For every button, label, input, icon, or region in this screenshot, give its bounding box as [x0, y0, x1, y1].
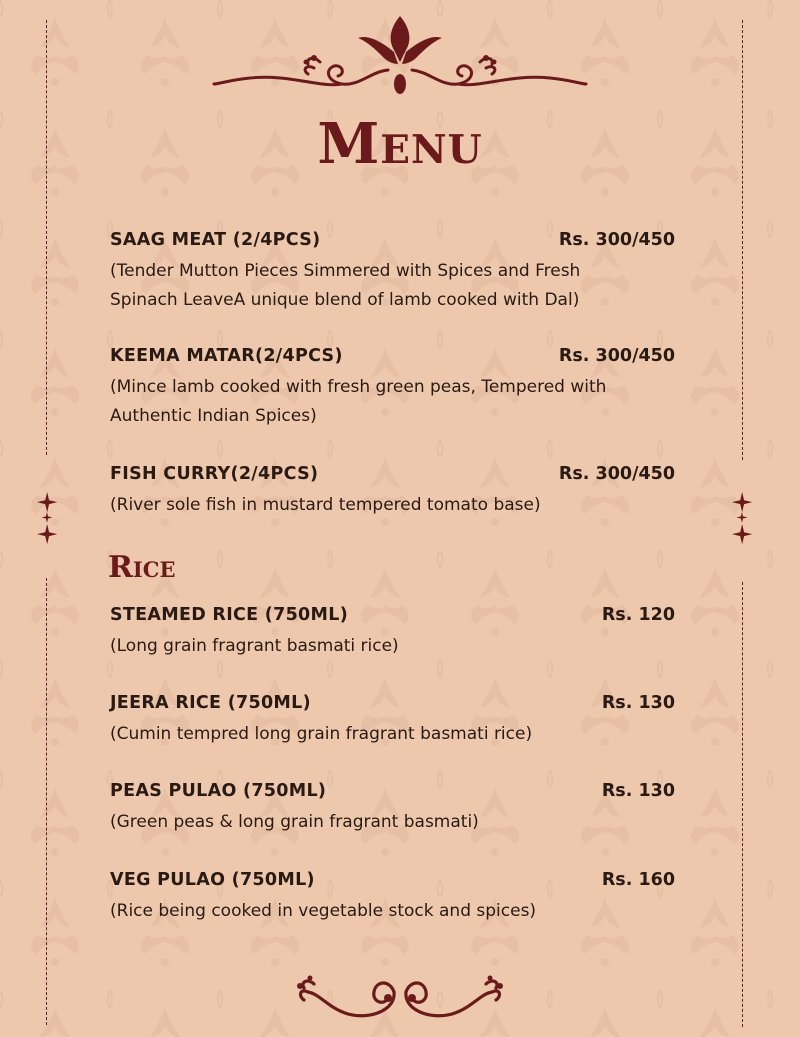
item-name: STEAMED RICE (750ML)	[110, 605, 348, 625]
right-border-top	[742, 20, 743, 460]
right-star-cluster-icon	[729, 490, 755, 546]
item-name: FISH CURRY(2/4PCS)	[110, 464, 319, 484]
item-name: SAAG MEAT (2/4PCS)	[110, 230, 321, 250]
item-description: (Long grain fragrant basmati rice)	[110, 636, 399, 656]
item-description: (Cumin tempred long grain fragrant basmati rice)	[110, 724, 533, 744]
menu-item-jeera-rice	[110, 691, 675, 749]
right-border-bottom	[742, 582, 743, 1027]
item-price: Rs. 130	[601, 693, 675, 713]
menu-item-fish-curry	[110, 462, 675, 520]
menu-title: Menu	[317, 111, 483, 177]
item-price: Rs. 120	[601, 605, 675, 625]
item-price: Rs. 160	[601, 870, 675, 890]
item-price: Rs. 130	[601, 781, 675, 801]
item-description: (Tender Mutton Pieces Simmered with Spices and Fresh Spinach LeaveA unique blend of lamb cooked with Dal)	[110, 261, 581, 310]
item-price: Rs. 300/450	[558, 230, 675, 250]
item-name: JEERA RICE (750ML)	[110, 693, 311, 713]
item-description: (Green peas & long grain fragrant basmati)	[110, 812, 479, 832]
rice-section-title: Rice	[108, 550, 176, 585]
item-name: VEG PULAO (750ML)	[110, 870, 315, 890]
item-name: KEEMA MATAR(2/4PCS)	[110, 346, 343, 366]
item-price: Rs. 300/450	[558, 346, 675, 366]
item-name: PEAS PULAO (750ML)	[110, 781, 327, 801]
left-star-cluster-icon	[34, 490, 60, 546]
left-border-bottom	[46, 578, 47, 1025]
item-description: (Rice being cooked in vegetable stock and spices)	[110, 901, 537, 921]
item-price: Rs. 300/450	[558, 464, 675, 484]
menu-item-steamed-rice	[110, 603, 675, 661]
menu-item-keema-matar	[110, 344, 675, 431]
item-description: (Mince lamb cooked with fresh green peas, Tempered with Authentic Indian Spices)	[110, 377, 607, 426]
menu-item-saag-meat	[110, 228, 675, 315]
item-description: (River sole fish in mustard tempered tomato base)	[110, 495, 541, 515]
left-border-top	[46, 20, 47, 455]
menu-item-veg-pulao	[110, 868, 675, 926]
scroll-flourish-icon	[290, 970, 510, 1030]
menu-item-peas-pulao	[110, 779, 675, 837]
fleur-de-lis-ornament-icon	[210, 12, 590, 102]
